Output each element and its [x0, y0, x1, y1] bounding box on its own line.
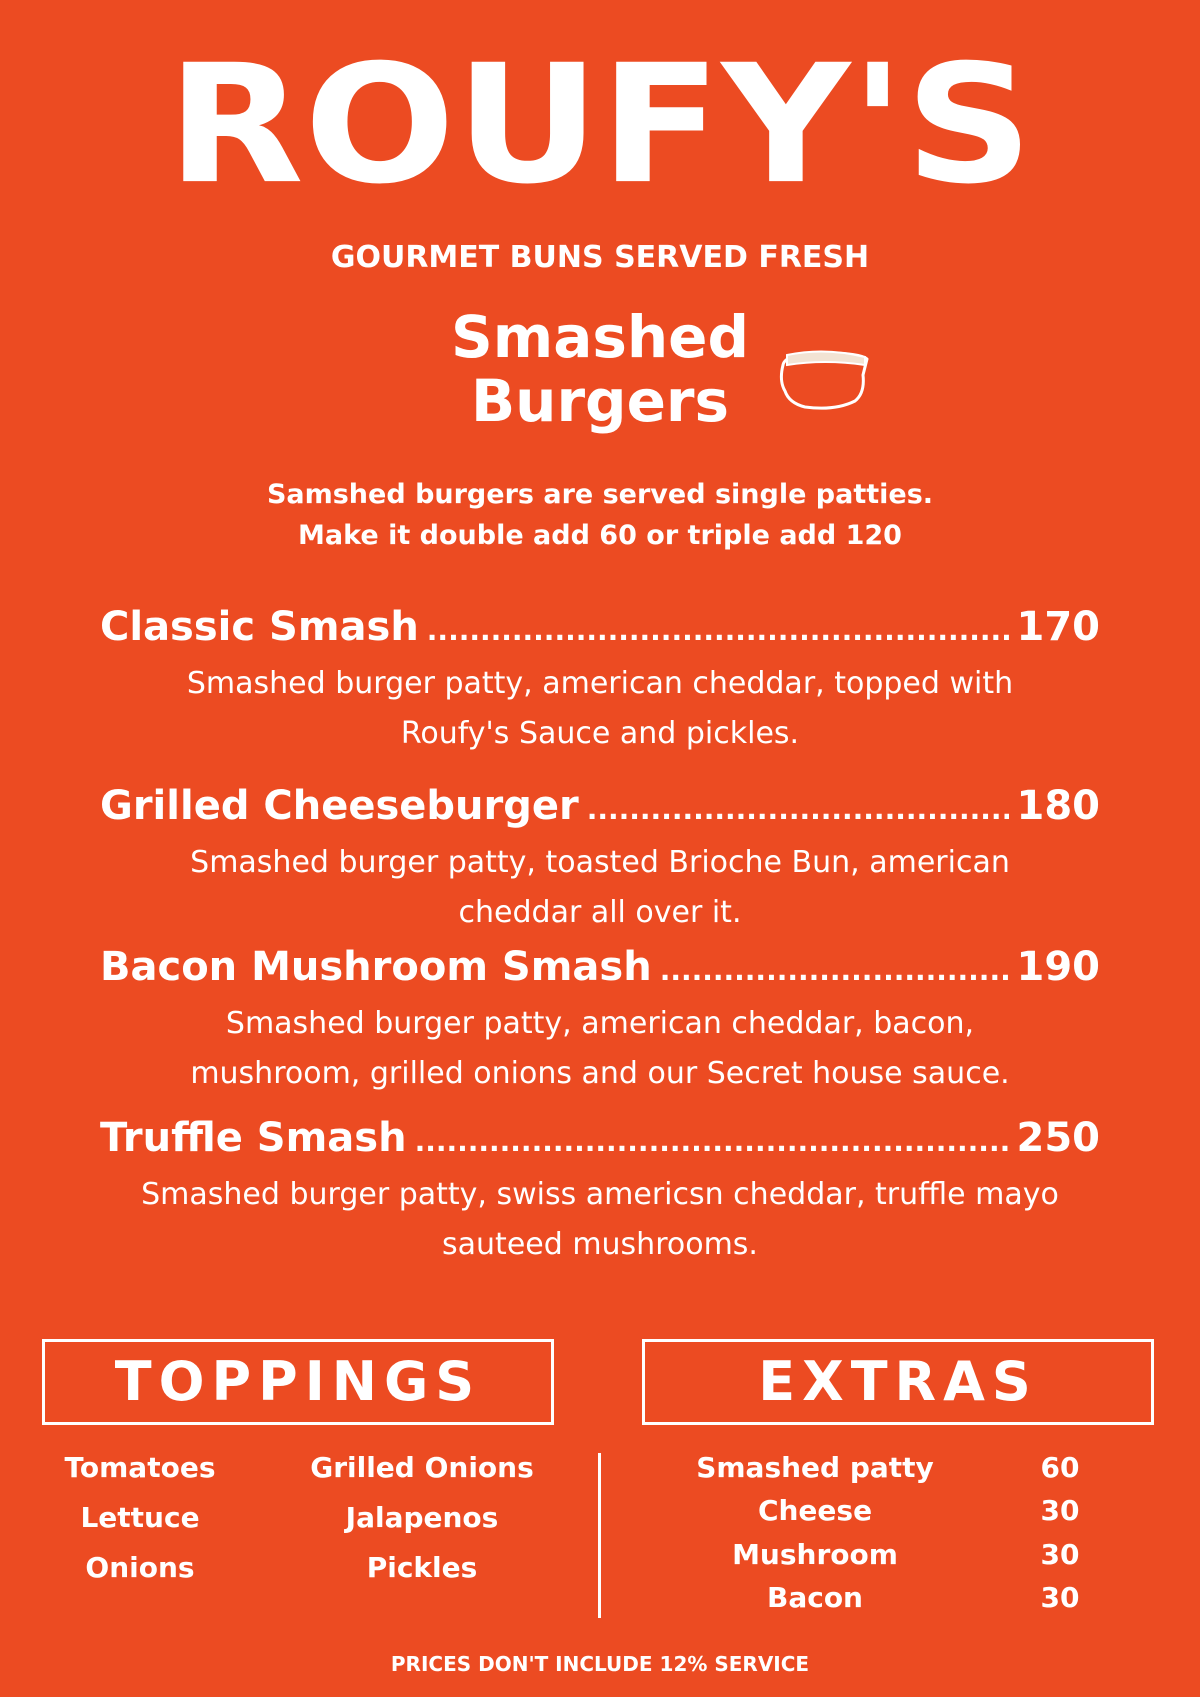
menu-item — [100, 1114, 1100, 1270]
menu-item — [100, 943, 1100, 1099]
item-desc-line: Smashed burger patty, swiss americsn cheddar, truffle mayo — [141, 1177, 1059, 1212]
dot-leader — [427, 607, 1009, 655]
item-price: 250 — [1016, 1115, 1100, 1161]
item-desc-line: Roufy's Sauce and pickles. — [400, 716, 800, 751]
tagline: GOURMET BUNS SERVED FRESH — [330, 240, 870, 275]
extra-price: 30 — [1040, 1494, 1080, 1527]
topping-item: Onions — [85, 1551, 195, 1584]
dot-leader — [660, 947, 1009, 995]
extra-name: Mushroom — [732, 1538, 898, 1571]
extra-name: Cheese — [757, 1494, 873, 1527]
extra-price: 30 — [1040, 1581, 1080, 1614]
item-name: Bacon Mushroom Smash — [100, 944, 652, 990]
topping-item: Lettuce — [80, 1501, 200, 1534]
menu-item — [100, 603, 1100, 759]
item-desc-line: cheddar all over it. — [458, 895, 742, 930]
extra-name: Smashed patty — [696, 1451, 934, 1484]
extras-heading: EXTRAS — [642, 1339, 1154, 1425]
section-title-line1: Smashed — [450, 303, 749, 371]
item-description — [100, 999, 1100, 1099]
item-description — [100, 1170, 1100, 1270]
item-desc-line: Smashed burger patty, american cheddar, topped with — [186, 666, 1014, 701]
intro-line1: Samshed burgers are served single patties. — [266, 479, 934, 510]
section-title — [400, 305, 800, 433]
extra-price: 30 — [1040, 1538, 1080, 1571]
brand-logo: ROUFY'S — [166, 29, 1034, 220]
item-desc-line: Smashed burger patty, american cheddar, bacon, — [225, 1006, 975, 1041]
item-price: 190 — [1016, 944, 1100, 990]
item-description — [100, 659, 1100, 759]
column-divider — [598, 1453, 601, 1618]
item-name: Grilled Cheeseburger — [100, 783, 579, 829]
topping-item: Pickles — [366, 1551, 478, 1584]
item-name: Classic Smash — [100, 604, 419, 650]
topping-item: Tomatoes — [64, 1451, 216, 1484]
item-desc-line: mushroom, grilled onions and our Secret house sauce. — [190, 1056, 1010, 1091]
toppings-heading: TOPPINGS — [42, 1339, 554, 1425]
topping-item: Jalapenos — [345, 1501, 499, 1534]
dot-leader — [415, 1118, 1009, 1166]
extra-price: 60 — [1040, 1451, 1080, 1484]
item-desc-line: sauteed mushrooms. — [442, 1227, 758, 1262]
item-price: 170 — [1016, 604, 1100, 650]
item-price: 180 — [1016, 783, 1100, 829]
item-desc-line: Smashed burger patty, toasted Brioche Bun, american — [190, 845, 1010, 880]
topping-item: Grilled Onions — [310, 1451, 534, 1484]
menu-item — [100, 782, 1100, 938]
item-description — [100, 838, 1100, 938]
extra-name: Bacon — [766, 1581, 863, 1614]
dot-leader — [587, 786, 1009, 834]
bun-icon — [775, 345, 875, 415]
section-title-line2: Burgers — [470, 367, 730, 435]
footer-note: PRICES DON'T INCLUDE 12% SERVICE — [390, 1652, 810, 1676]
item-name: Truffle Smash — [100, 1115, 407, 1161]
section-intro — [0, 474, 1200, 556]
intro-line2: Make it double add 60 or triple add 120 — [298, 520, 902, 551]
